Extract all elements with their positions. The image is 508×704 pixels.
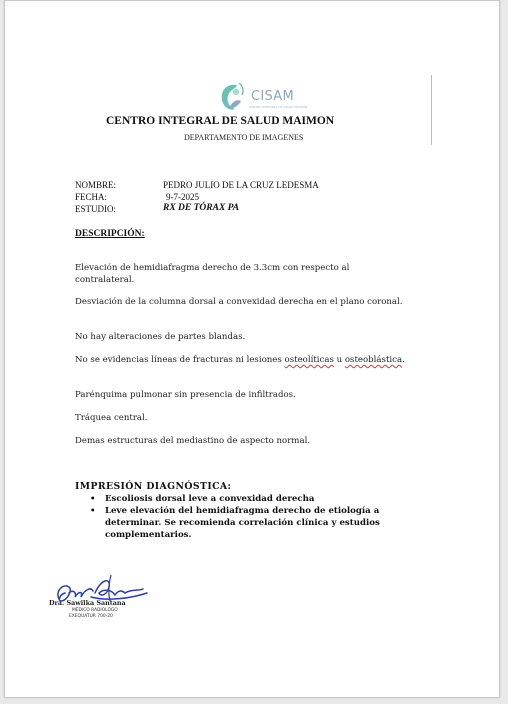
signature-role: MÉDICO RADIÓLOGO xyxy=(72,608,118,613)
finding-spine: Desviación de la columna dorsal a convexidad derecha en el plano coronal. xyxy=(75,297,403,307)
finding-fractures xyxy=(75,354,405,366)
date-label: FECHA: xyxy=(75,192,108,202)
logo-wordmark: CISAM xyxy=(251,89,295,104)
spellcheck-word-osteoliticas: osteolíticas xyxy=(284,355,334,365)
impression-item-text: Escoliosis dorsal leve a convexidad derecha xyxy=(105,494,315,504)
list-item xyxy=(75,493,405,505)
list-item xyxy=(75,505,405,541)
cisam-logo xyxy=(217,81,308,113)
document-page xyxy=(4,0,500,698)
date-value: 9-7-2025 xyxy=(166,192,199,202)
finding-lung: Parénquima pulmonar sin presencia de infiltrados. xyxy=(75,390,296,400)
institution-title: CENTRO INTEGRAL DE SALUD MAIMON xyxy=(106,115,335,127)
logo-subtext: CENTRO INTEGRAL DE SALUD MAIMON xyxy=(249,105,308,109)
name-value: PEDRO JULIO DE LA CRUZ LEDESMA xyxy=(163,180,319,190)
finding-diaphragm: Elevación de hemidiafragma derecho de 3.3cm con respecto al contralateral. xyxy=(75,263,350,285)
bullet-icon: • xyxy=(90,506,96,516)
fractures-text-1: No se evidencias líneas de fracturas ni lesiones xyxy=(75,355,285,365)
bullet-icon: • xyxy=(90,494,96,504)
signature-exequatur: EXEQUATUR 700-20 xyxy=(69,614,113,619)
description-heading: DESCRIPCIÓN: xyxy=(75,229,145,239)
fractures-text-3: . xyxy=(402,355,405,365)
signature-name: Dra. Sawilka Santana xyxy=(49,599,126,607)
impression-heading: IMPRESIÓN DIAGNÓSTICA: xyxy=(75,481,232,492)
study-value: RX DE TÓRAX PA xyxy=(163,203,240,213)
cisam-logo-icon xyxy=(217,81,251,113)
study-label: ESTUDIO: xyxy=(75,204,116,214)
finding-mediastinum: Demas estructuras del mediastino de aspecto normal. xyxy=(75,436,311,446)
impression-item-text: Leve elevación del hemidiafragma derecho de etiología a determinar. Se recomienda correlación clínica y estudios complementarios. xyxy=(105,506,380,540)
finding-trachea: Tráquea central. xyxy=(75,413,148,423)
finding-soft-tissue: No hay alteraciones de partes blandas. xyxy=(75,332,246,342)
name-label: NOMBRE: xyxy=(75,180,117,190)
margin-guide-line xyxy=(431,75,432,145)
spellcheck-word-osteoblastica: osteoblástica xyxy=(344,355,403,365)
department-title: DEPARTAMENTO DE IMAGENES xyxy=(184,133,304,142)
impression-list xyxy=(75,493,405,541)
fractures-text-2: u xyxy=(333,355,345,365)
